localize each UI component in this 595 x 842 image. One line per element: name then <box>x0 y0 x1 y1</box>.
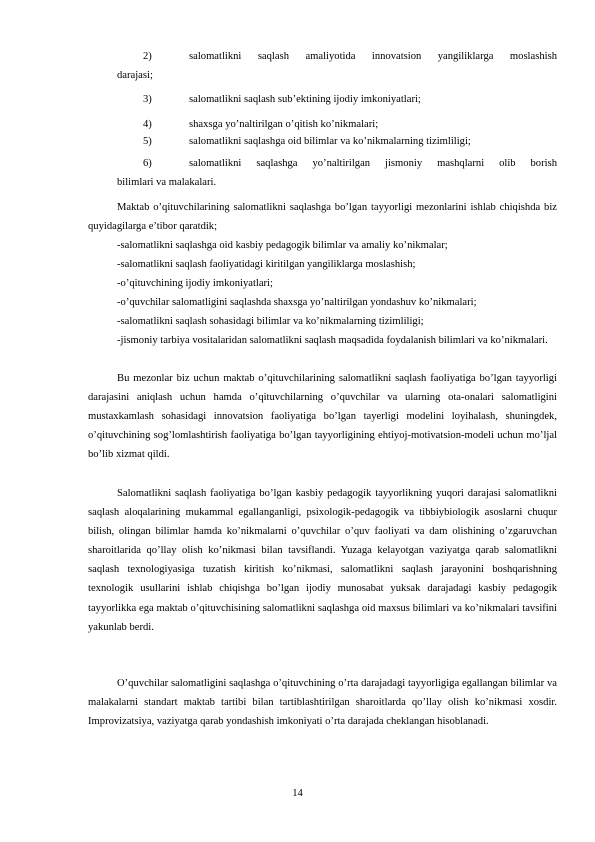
list-text-continuation: darajasi; <box>117 70 153 81</box>
body-paragraph: O’quvchilar salomatligini saqlashga o’qituvchining o’rta darajadagi tayyorligiga egallangan bilimlar va malakalarni standart maktab tartibi bilan tartiblashtirilgan sharoitlarda qo’llay olish ko’nikmasi xosdir. Improvizatsiya, vaziyatga qarab yondashish imkoniyati o’rta darajada cheklangan hisoblanadi. <box>88 678 557 728</box>
body-paragraph: -jismoniy tarbiya vositalaridan salomatlikni saqlash maqsadida foydalanish bilimlari va ko’nikmalari. <box>117 335 548 346</box>
page-number: 14 <box>292 788 303 799</box>
list-number: 4) <box>143 119 152 130</box>
list-number: 6) <box>143 158 152 169</box>
body-paragraph: -o’quvchilar salomatligini saqlashda shaxsga yo’naltirilgan yondashuv ko’nikmalari; <box>117 297 477 308</box>
list-text: salomatlikni saqlashga oid bilimlar va ko’nikmalarning tizimliligi; <box>189 136 471 147</box>
body-paragraph: -salomatlikni saqlash faoliyatidagi kiritilgan yangiliklarga moslashish; <box>117 259 416 270</box>
list-number: 2) <box>143 51 152 62</box>
body-paragraph: Bu mezonlar biz uchun maktab o’qituvchilarining salomatlikni saqlash faoliyatiga bo’lgan tayyorligi darajasini aniqlash uchun hamda o’qituvchilarning o’quvchilar va ularning ota-onalari salomatligini mustaxkamlash sohasidagi innovatsion faoliyatiga bo’lgan tayerligi modelini loyihalash, shuningdek, o’qituvchining sog’lomlashtirish faoliyatiga bo’lgan tayyorligining ehtiyoj-motivatsion-modeli uchun mo’ljal bo’lib xizmat qildi. <box>88 373 557 461</box>
body-paragraph: -salomatlikni saqlash sohasidagi bilimlar va ko’nikmalarning tizimliligi; <box>117 316 424 327</box>
list-text-continuation: bilimlari va malakalari. <box>117 177 217 188</box>
list-number: 3) <box>143 94 152 105</box>
body-paragraph: -salomatlikni saqlashga oid kasbiy pedagogik bilimlar va amaliy ko’nikmalar; <box>117 240 448 251</box>
list-text: salomatlikni saqlashga yo’naltirilgan jismoniy mashqlarni olib borish <box>189 158 557 169</box>
body-paragraph: Maktab o’qituvchilarining salomatlikni saqlashga bo’lgan tayyorligi mezonlarini ishlab chiqishda biz quyidagilarga e’tibor qaratdik; <box>88 202 557 233</box>
list-number: 5) <box>143 136 152 147</box>
list-text: salomatlikni saqlash amaliyotida innovatsion yangiliklarga moslashish <box>189 51 557 62</box>
body-paragraph: -o’qituvchining ijodiy imkoniyatlari; <box>117 278 273 289</box>
body-paragraph: Salomatlikni saqlash faoliyatiga bo’lgan kasbiy pedagogik tayyorlikning yuqori darajasi salomatlikni saqlash aloqalarining mukammal egallanganligi, psixologik-pedagogik va tibbiybiologik asoslarni chuqur bilish, olingan bilimlar hamda ko’nikmalarni o’quvchilar o’quv faoliyati va dam olishining o’zgaruvchan sharoitlarida qo’llay olish ko’nikmasi bilan tavsiflandi. Yuzaga kelayotgan vaziyatga qarab salomatlikni saqlash texnologiyasiga tuzatish kiritish ko’nikmasi, salomatlikni saqlash jarayonini boshqarishning texnologik usullarini ishlab chiqishga bo’lgan ijodiy munosabat yuksak darajadagi kasbiy pedagogik tayyorlikka ega maktab o’qituvchisining salomatlikni saqlashga oid maxsus bilimlari va ko’nikmalari tavsifini yakunlab berdi. <box>88 488 557 633</box>
list-text: shaxsga yo’naltirilgan o’qitish ko’nikmalari; <box>189 119 379 130</box>
list-text: salomatlikni saqlash sub’ektining ijodiy imkoniyatlari; <box>189 94 421 105</box>
